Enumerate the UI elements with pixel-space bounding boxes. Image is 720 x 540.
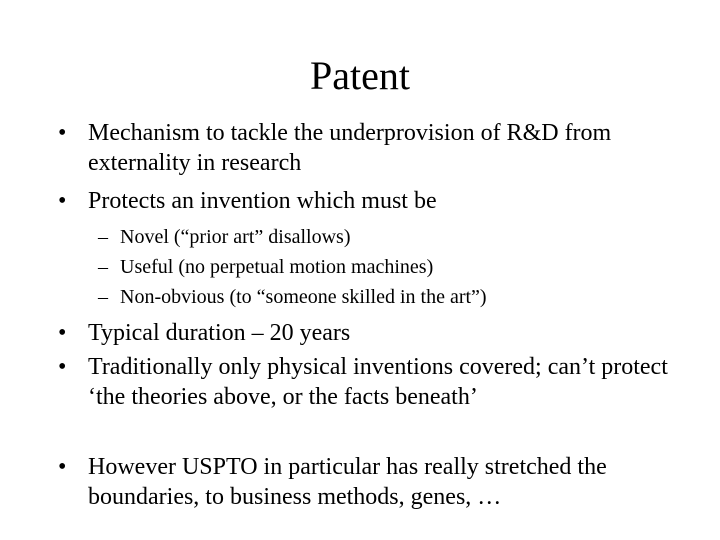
sub-bullet-marker: – <box>98 256 108 278</box>
sub-bullet-marker: – <box>98 286 108 308</box>
sub-bullet-marker: – <box>98 226 108 248</box>
bullet-text: However USPTO in particular has really stretched the boundaries, to business methods, genes, … <box>88 454 607 510</box>
sub-bullet-useful <box>98 254 678 280</box>
bullet-text: Protects an invention which must be <box>88 188 437 214</box>
sub-bullet-text: Novel (“prior art” disallows) <box>120 226 351 248</box>
bullet-traditionally <box>58 352 678 412</box>
bullet-text: Typical duration – 20 years <box>88 320 351 346</box>
slide-title: Patent <box>310 53 410 98</box>
bullet-duration <box>58 318 678 348</box>
bullet-uspto <box>58 452 678 512</box>
bullet-text: Traditionally only physical inventions covered; can’t protect ‘the theories above, or the facts beneath’ <box>88 354 668 410</box>
bullet-marker: • <box>58 354 67 380</box>
bullet-marker: • <box>58 320 67 346</box>
sub-bullet-non-obvious <box>98 284 678 310</box>
bullet-marker: • <box>58 188 67 214</box>
sub-bullet-text: Useful (no perpetual motion machines) <box>120 256 434 278</box>
bullet-mechanism <box>58 118 678 178</box>
bullet-protects <box>58 186 678 216</box>
bullet-marker: • <box>58 120 67 146</box>
bullet-marker: • <box>58 454 67 480</box>
bullet-text: Mechanism to tackle the underprovision of R&D from externality in research <box>88 120 612 176</box>
sub-bullet-text: Non-obvious (to “someone skilled in the art”) <box>120 286 487 308</box>
sub-bullet-novel <box>98 224 678 250</box>
